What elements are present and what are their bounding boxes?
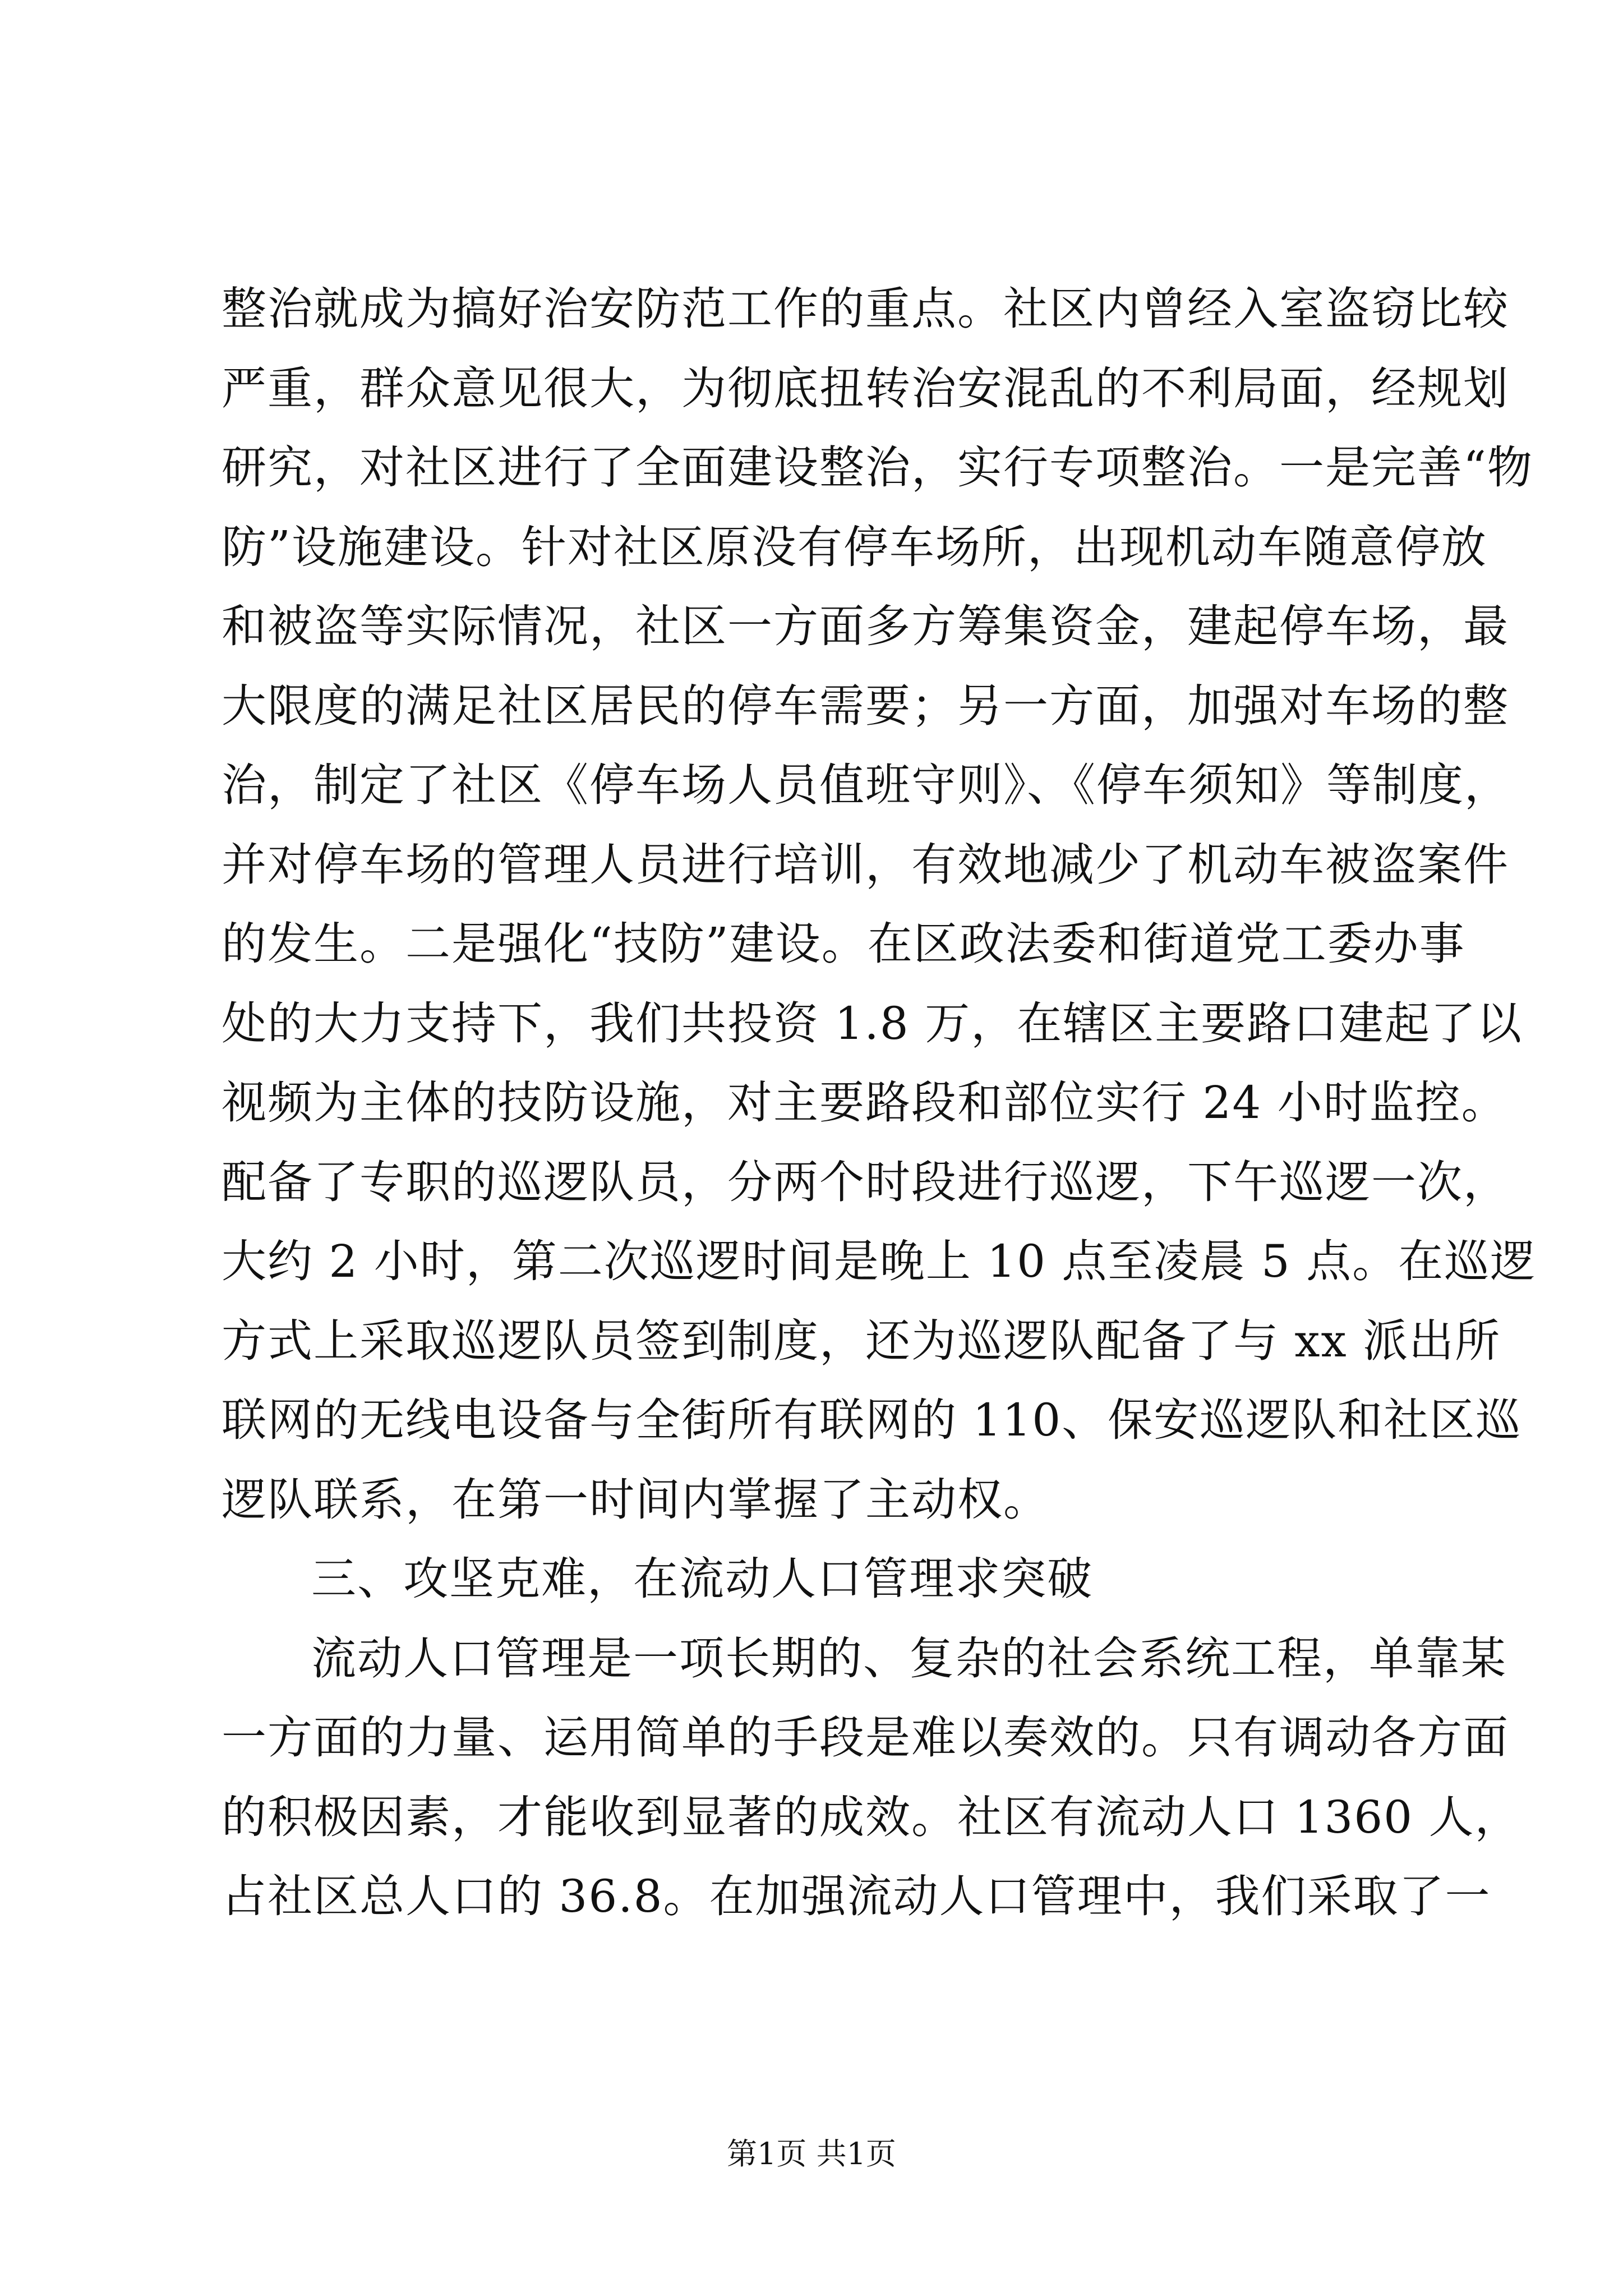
paragraph-line: 整治就成为搞好治安防范工作的重点。社区内曾经入室盗窃比较 [222, 283, 1509, 335]
paragraph-line: 严重，群众意见很大，为彻底扭转治安混乱的不利局面，经规划 [222, 362, 1509, 415]
paragraph-line: 并对停车场的管理人员进行培训，有效地减少了机动车被盗案件 [222, 838, 1509, 891]
paragraph-line: 处的大力支持下，我们共投资 1.8 万，在辖区主要路口建起了以 [222, 997, 1523, 1050]
page-footer: 第1页 共1页 [727, 2136, 896, 2171]
paragraph-line: 大限度的满足社区居民的停车需要；另一方面，加强对车场的整 [222, 679, 1509, 732]
paragraph-line: 配备了专职的巡逻队员，分两个时段进行巡逻，下午巡逻一次， [222, 1156, 1509, 1208]
paragraph-line: 和被盗等实际情况，社区一方面多方筹集资金，建起停车场，最 [222, 600, 1509, 652]
paragraph-indented-line: 流动人口管理是一项长期的、复杂的社会系统工程，单靠某 [311, 1632, 1507, 1685]
paragraph-line: 视频为主体的技防设施，对主要路段和部位实行 24 小时监控。 [222, 1076, 1507, 1129]
paragraph-line: 的积极因素，才能收到显著的成效。社区有流动人口 1360 人， [222, 1791, 1521, 1843]
paragraph-line: 治，制定了社区《停车场人员值班守则》、《停车须知》等制度， [222, 759, 1510, 811]
paragraph-line: 联网的无线电设备与全街所有联网的 110、保安巡逻队和社区巡 [222, 1394, 1522, 1446]
paragraph-line: 一方面的力量、运用简单的手段是难以奏效的。只有调动各方面 [222, 1711, 1509, 1764]
paragraph-line: 的发生。二是强化“技防”建设。在区政法委和街道党工委办事 [222, 918, 1465, 970]
paragraph-line: 大约 2 小时，第二次巡逻时间是晚上 10 点至凌晨 5 点。在巡逻 [222, 1235, 1537, 1287]
paragraph-indented-line: 三、攻坚克难，在流动人口管理求突破 [311, 1553, 1093, 1605]
paragraph-line: 方式上采取巡逻队员签到制度，还为巡逻队配备了与 xx 派出所 [222, 1314, 1501, 1367]
paragraph-line: 占社区总人口的 36.8。在加强流动人口管理中，我们采取了一 [222, 1870, 1491, 1922]
body-text [222, 269, 1537, 1936]
paragraph-line: 防”设施建设。针对社区原没有停车场所，出现机动车随意停放 [222, 521, 1487, 573]
paragraph-line: 研究，对社区进行了全面建设整治，实行专项整治。一是完善“物 [222, 441, 1533, 494]
paragraph-line: 逻队联系，在第一时间内掌握了主动权。 [222, 1473, 1049, 1526]
